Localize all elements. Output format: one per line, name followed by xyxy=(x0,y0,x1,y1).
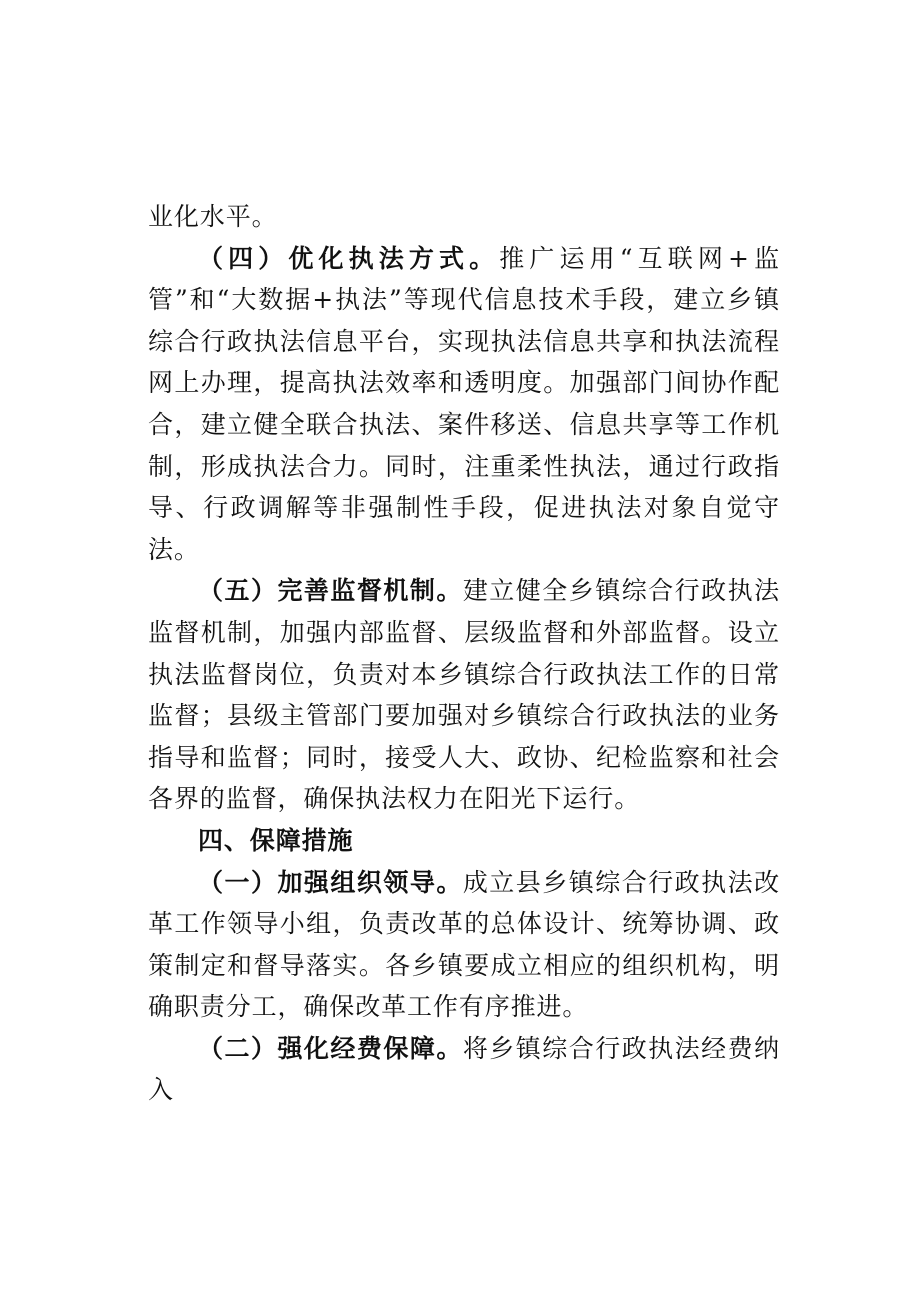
paragraph-title: （四）优化执法方式。 xyxy=(198,243,500,273)
paragraph-continuation xyxy=(148,196,780,238)
section-heading-safeguards: 四、保障措施 xyxy=(198,825,354,855)
paragraph-text: 业化水平。 xyxy=(148,202,278,231)
paragraph-organization-leadership xyxy=(148,862,780,1028)
paragraph-title: （二）强化经费保障。 xyxy=(198,1033,463,1063)
paragraph-text: 推广运用“互联网+监管”和“大数据+执法”等现代信息技术手段，建立乡镇综合行政执法信息平台，实现执法信息共享和执法流程网上办理，提高执法效率和透明度。加强部门间协作配合，建立健全联合执法、案件移送、信息共享等工作机制，形成执法合力。同时，注重柔性执法，通过行政指导、行政调解等非强制性手段，促进执法对象自觉守法。 xyxy=(148,243,780,564)
paragraph-text: 成立县乡镇综合行政执法改革工作领导小组，负责改革的总体设计、统筹协调、政策制定和督导落实。各乡镇要成立相应的组织机构，明确职责分工，确保改革工作有序推进。 xyxy=(148,867,780,1022)
paragraph-text: 将乡镇综合行政执法经费纳入 xyxy=(148,1033,780,1105)
paragraph-funding-guarantee xyxy=(148,1028,780,1111)
document-body xyxy=(148,196,780,1111)
paragraph-title: （一）加强组织领导。 xyxy=(198,867,463,897)
paragraph-title: （五）完善监督机制。 xyxy=(198,576,463,606)
paragraph-optimize-enforcement xyxy=(148,238,780,571)
paragraph-text: 建立健全乡镇综合行政执法监督机制，加强内部监督、层级监督和外部监督。设立执法监督岗位，负责对本乡镇综合行政执法工作的日常监督；县级主管部门要加强对乡镇综合行政执法的业务指导和监督；同时，接受人大、政协、纪检监察和社会各界的监督，确保执法权力在阳光下运行。 xyxy=(148,576,780,814)
paragraph-supervision-mechanism xyxy=(148,570,780,820)
